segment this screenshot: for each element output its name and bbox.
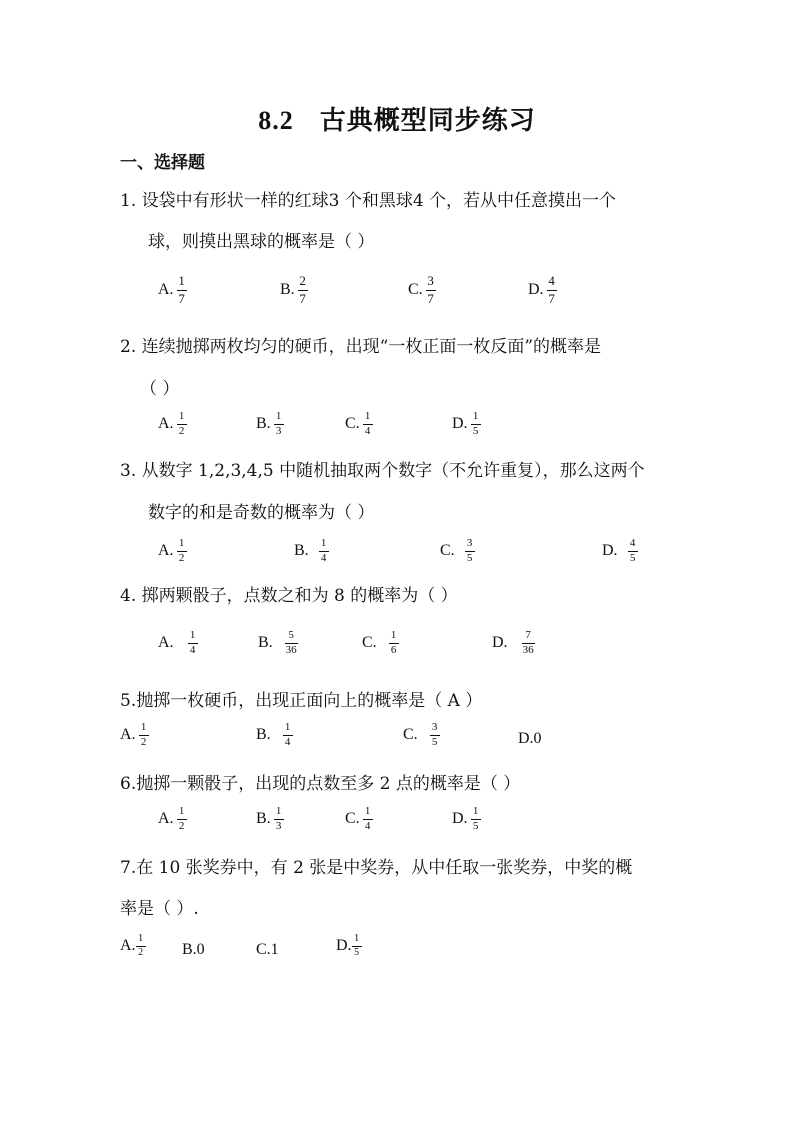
q2-line-1: 2. 连续抛掷两枚均匀的硬币，出现“一枚正面一枚反面”的概率是: [120, 337, 602, 357]
fraction: $\frac{3}{5}$: [465, 538, 475, 564]
title-number: 8.2: [258, 106, 294, 135]
option-label: C.: [403, 726, 418, 743]
fraction: $\frac{1}{6}$: [389, 630, 399, 656]
option-label: D.: [336, 937, 352, 954]
q1-option-c[interactable]: [408, 274, 436, 306]
q2-option-a[interactable]: [158, 411, 187, 437]
option-label: A.: [158, 542, 174, 559]
q5-line-1: 5.抛掷一枚硬币，出现正面向上的概率是（ A ）: [120, 691, 483, 711]
option-label: B.: [256, 810, 271, 827]
option-label: A.: [120, 726, 136, 743]
option-label: A.: [158, 810, 174, 827]
q3-line-2: 数字的和是奇数的概率为（ ）: [148, 503, 375, 523]
option-label: D.: [528, 281, 544, 298]
option-label: A.: [158, 415, 174, 432]
fraction: $\frac{1}{4}$: [363, 806, 373, 832]
fraction: $\frac{4}{5}$: [628, 538, 638, 564]
option-label: A.: [158, 281, 174, 298]
fraction: $\frac{1}{4}$: [363, 411, 373, 437]
option-label: B.0: [182, 941, 205, 958]
q6-option-c[interactable]: [345, 806, 373, 832]
option-label: C.: [345, 810, 360, 827]
q7-option-c[interactable]: [256, 941, 279, 959]
q6-option-b[interactable]: [256, 806, 284, 832]
q3-line-1: 3. 从数字 1,2,3,4,5 中随机抽取两个数字（不允许重复），那么这两个: [120, 461, 645, 481]
q6-line-1: 6.抛掷一颗骰子，出现的点数至多 2 点的概率是（ ）: [120, 774, 521, 794]
option-label: B.: [294, 542, 309, 559]
fraction: $\frac{4}{7}$: [548, 273, 555, 306]
q7-line-2: 率是（ ）.: [120, 899, 199, 919]
q1-option-d[interactable]: [528, 274, 557, 306]
fraction: $\frac{1}{7}$: [178, 273, 185, 306]
option-label: D.: [602, 542, 618, 559]
q2-option-c[interactable]: [345, 411, 373, 437]
option-label: C.: [362, 634, 377, 651]
fraction: $\frac{3}{7}$: [427, 273, 434, 306]
fraction: $\frac{1}{4}$: [283, 722, 293, 748]
q5-option-b[interactable]: [256, 722, 293, 748]
fraction: $\frac{3}{5}$: [430, 722, 440, 748]
q5-option-d[interactable]: [518, 730, 542, 748]
fraction: $\frac{1}{3}$: [274, 806, 284, 832]
q4-option-a[interactable]: [158, 630, 198, 656]
q1-option-a[interactable]: [158, 274, 187, 306]
fraction: $\frac{5}{36}$: [285, 629, 297, 656]
option-label: C.1: [256, 941, 279, 958]
fraction: $\frac{1}{2}$: [139, 722, 149, 748]
q3-option-a[interactable]: [158, 538, 187, 564]
q1-option-b[interactable]: [280, 274, 308, 306]
fraction: $\frac{1}{2}$: [177, 538, 187, 564]
fraction: $\frac{7}{36}$: [522, 629, 534, 656]
option-label: D.: [452, 415, 468, 432]
option-label: C.: [440, 542, 455, 559]
q4-option-b[interactable]: [258, 630, 298, 656]
q7-option-b[interactable]: [182, 941, 205, 959]
q7-option-d[interactable]: [336, 934, 362, 958]
q6-option-a[interactable]: [158, 806, 187, 832]
q3-option-b[interactable]: [294, 538, 329, 564]
option-label: D.0: [518, 730, 542, 747]
fraction: $\frac{1}{5}$: [471, 806, 481, 832]
fraction: $\frac{1}{4}$: [188, 630, 198, 656]
fraction: $\frac{1}{4}$: [319, 538, 329, 564]
fraction: $\frac{1}{5}$: [352, 934, 362, 958]
q3-option-c[interactable]: [440, 538, 475, 564]
fraction: $\frac{1}{3}$: [274, 411, 284, 437]
fraction: $\frac{2}{7}$: [299, 273, 306, 306]
title-text: 古典概型同步练习: [319, 106, 536, 136]
fraction: $\frac{1}{2}$: [136, 934, 146, 958]
fraction: $\frac{1}{5}$: [471, 411, 481, 437]
option-label: B.: [280, 281, 295, 298]
option-label: D.: [492, 634, 508, 651]
q6-option-d[interactable]: [452, 806, 481, 832]
q1-line-1: 1. 设袋中有形状一样的红球3 个和黑球4 个，若从中任意摸出一个: [120, 191, 617, 211]
q2-line-2: （ ）: [140, 379, 180, 399]
q4-line-1: 4. 掷两颗骰子，点数之和为 8 的概率为（ ）: [120, 586, 458, 606]
q1-line-2: 球，则摸出黑球的概率是（ ）: [148, 232, 375, 252]
option-label: B.: [256, 726, 271, 743]
option-label: D.: [452, 810, 468, 827]
q4-option-d[interactable]: [492, 630, 535, 656]
option-label: C.: [408, 281, 423, 298]
option-label: B.: [258, 634, 273, 651]
page-title: [0, 100, 794, 137]
q7-line-1: 7.在 10 张奖券中，有 2 张是中奖券，从中任取一张奖券，中奖的概: [120, 858, 633, 878]
fraction: $\frac{1}{2}$: [177, 806, 187, 832]
q2-option-b[interactable]: [256, 411, 284, 437]
option-label: A.: [158, 634, 174, 651]
fraction: $\frac{1}{2}$: [177, 411, 187, 437]
option-label: C.: [345, 415, 360, 432]
q5-option-c[interactable]: [403, 722, 440, 748]
q2-option-d[interactable]: [452, 411, 481, 437]
section-heading: 一、选择题: [120, 153, 205, 173]
option-label: A.: [120, 937, 136, 954]
q4-option-c[interactable]: [362, 630, 399, 656]
q3-option-d[interactable]: [602, 538, 638, 564]
option-label: B.: [256, 415, 271, 432]
q5-option-a[interactable]: [120, 722, 149, 748]
q7-option-a[interactable]: [120, 934, 146, 958]
